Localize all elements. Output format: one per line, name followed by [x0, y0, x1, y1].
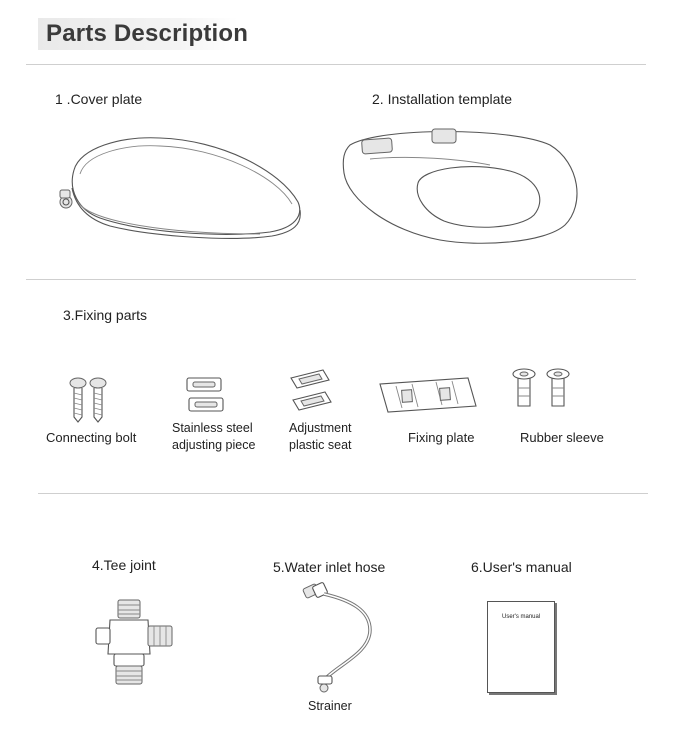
manual-cover-text: User's manual [502, 614, 541, 620]
installation-template-label: 2. Installation template [372, 91, 513, 107]
stainless-adjusting-piece-drawing [185, 376, 229, 416]
plastic-seat-drawing [287, 368, 337, 414]
tee-joint-drawing [92, 598, 182, 693]
manual-booklet-drawing [487, 601, 555, 693]
plastic-seat-label-2: plastic seat [289, 438, 352, 452]
fixing-parts-heading: 3.Fixing parts [63, 307, 148, 323]
stainless-piece-label-2: adjusting piece [172, 438, 256, 452]
water-inlet-hose-label: 5.Water inlet hose [273, 559, 386, 575]
water-hose-drawing [300, 580, 390, 690]
divider-top [26, 64, 646, 65]
divider-mid1 [26, 279, 636, 280]
plastic-seat-label-1: Adjustment [289, 421, 352, 435]
installation-template-drawing [340, 125, 590, 245]
fixing-plate-drawing [376, 376, 486, 416]
cover-plate-drawing [50, 130, 310, 250]
cover-plate-label: 1 .Cover plate [55, 91, 143, 107]
fixing-plate-label: Fixing plate [408, 430, 475, 445]
connecting-bolt-drawing [66, 377, 116, 423]
divider-mid2 [38, 493, 648, 494]
rubber-sleeve-drawing [510, 368, 580, 416]
tee-joint-label: 4.Tee joint [92, 557, 156, 573]
strainer-label: Strainer [308, 699, 352, 713]
rubber-sleeve-label: Rubber sleeve [520, 430, 604, 445]
page-title: Parts Description [46, 20, 249, 47]
connecting-bolt-label: Connecting bolt [46, 430, 137, 445]
users-manual-label: 6.User's manual [471, 559, 572, 575]
stainless-piece-label-1: Stainless steel [172, 421, 253, 435]
